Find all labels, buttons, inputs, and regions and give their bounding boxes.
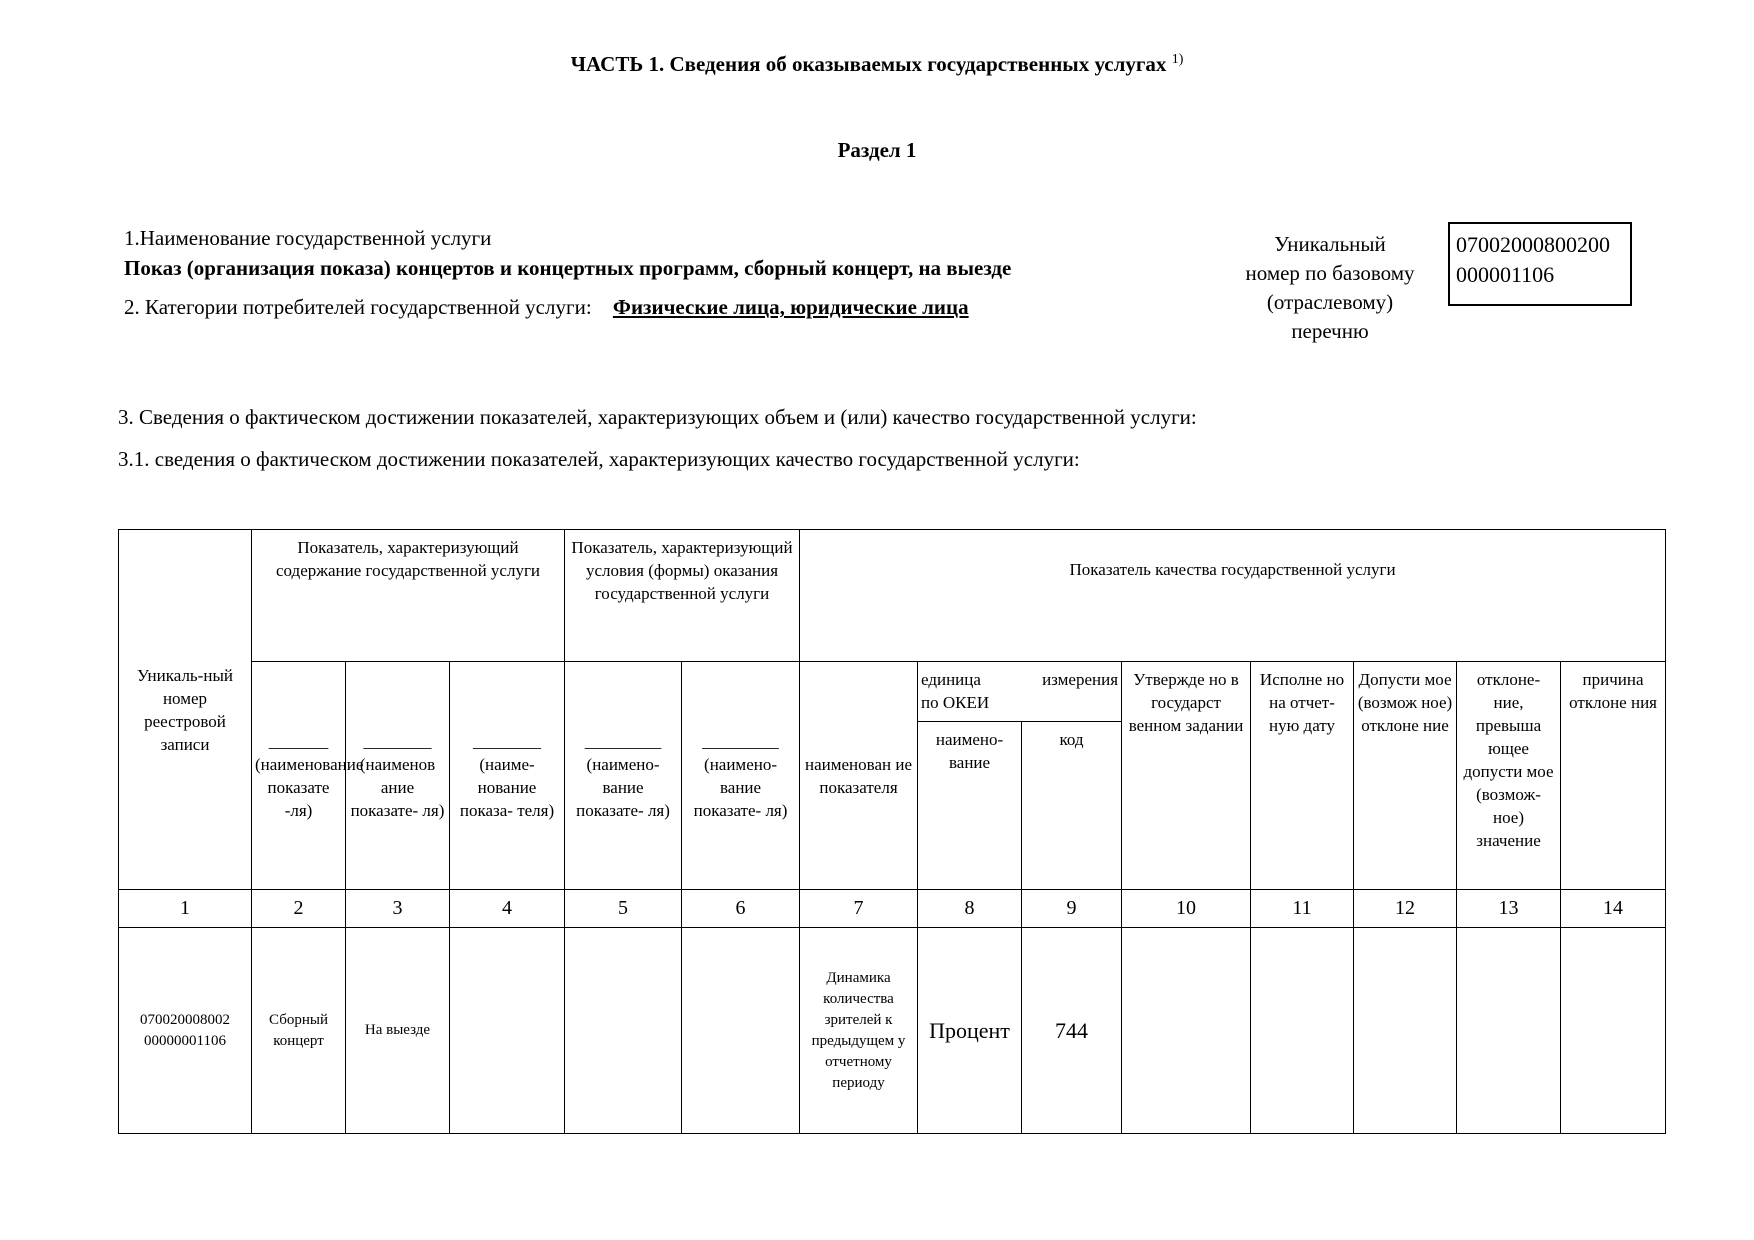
service-name-label: 1.Наименование государственной услуги: [124, 226, 492, 250]
regnum-label-line: перечню: [1291, 319, 1369, 343]
cell-unit-name: Процент: [918, 928, 1022, 1134]
regnum-label-line: номер по базовому: [1245, 261, 1415, 285]
column-number: 7: [800, 890, 918, 928]
cell-allowed-deviation: [1354, 928, 1457, 1134]
column-number: 3: [346, 890, 450, 928]
cell-indicator-name: Динамика количества зрителей к предыдущем у отчетному периоду: [800, 928, 918, 1134]
header-okei-word: по ОКЕИ: [921, 693, 990, 712]
column-number: 14: [1561, 890, 1666, 928]
header-col-12: Допусти мое (возмож ное) отклоне ние: [1354, 662, 1457, 890]
header-col-5: _________ (наимено- вание показате- ля): [565, 662, 682, 890]
category-value: Физические лица, юридические лица: [612, 295, 969, 319]
table-row: [119, 928, 1666, 1134]
column-number: 1: [119, 890, 252, 928]
column-number: 2: [252, 890, 346, 928]
category-label: 2. Категории потребителей государственной услуги:: [124, 295, 592, 319]
regnum-value-line: 000001106: [1456, 262, 1555, 287]
category-row: [124, 295, 969, 320]
column-number: 8: [918, 890, 1022, 928]
regnum-label: [1220, 230, 1440, 346]
cell-content-indicator: Сборный концерт: [252, 928, 346, 1134]
header-col-8: наимено- вание: [918, 722, 1022, 890]
column-number: 4: [450, 890, 565, 928]
cell-content-indicator-2: На выезде: [346, 928, 450, 1134]
column-number: 5: [565, 890, 682, 928]
cell-unit-code: 744: [1022, 928, 1122, 1134]
header-col-10: Утвержде но в государст венном задании: [1122, 662, 1251, 890]
info-line-3-1: 3.1. сведения о фактическом достижении показателей, характеризующих качество государственной услуги:: [118, 447, 1080, 471]
column-number: 9: [1022, 890, 1122, 928]
part-title: [0, 52, 1754, 77]
cell-col-4: [450, 928, 565, 1134]
cell-deviation-reason: [1561, 928, 1666, 1134]
part-title-text: ЧАСТЬ 1. Сведения об оказываемых государственных услугах: [570, 52, 1167, 76]
header-unique-number: Уникаль-ный номер реестровой записи: [119, 530, 252, 890]
regnum-label-line: Уникальный: [1274, 232, 1386, 256]
header-conditions-indicator: Показатель, характеризующий условия (формы) оказания государственной услуги: [565, 530, 800, 662]
section-title: Раздел 1: [837, 138, 917, 162]
quality-table: [118, 529, 1666, 1134]
header-col-13: отклоне- ние, превыша ющее допусти мое (возмож- ное) значение: [1457, 662, 1561, 890]
cell-col-5: [565, 928, 682, 1134]
header-col-9: код: [1022, 722, 1122, 890]
header-unit-okei: [918, 662, 1122, 722]
header-col-3: ________ (наименов ание показате- ля): [346, 662, 450, 890]
regnum-label-line: (отраслевому): [1266, 290, 1394, 314]
column-number: 11: [1251, 890, 1354, 928]
header-col-2: _______ (наименование показате -ля): [252, 662, 346, 890]
info-line-3: 3. Сведения о фактическом достижении показателей, характеризующих объем и (или) качество государственной услуги:: [118, 405, 1197, 429]
regnum-box: [1448, 222, 1632, 306]
header-quality-indicator: Показатель качества государственной услуги: [800, 530, 1666, 662]
column-number: 10: [1122, 890, 1251, 928]
cell-approved: [1122, 928, 1251, 1134]
service-name-value: Показ (организация показа) концертов и концертных программ, сборный концерт, на выезде: [124, 256, 1012, 280]
regnum-value-line: 07002000800200: [1456, 232, 1610, 257]
header-col-11: Исполне но на отчет- ную дату: [1251, 662, 1354, 890]
header-col-4: ________ (наиме- нование показа- теля): [450, 662, 565, 890]
column-number: 6: [682, 890, 800, 928]
header-col-14: причина отклоне ния: [1561, 662, 1666, 890]
header-col-6: _________ (наимено- вание показате- ля): [682, 662, 800, 890]
header-unit-word: единица: [921, 670, 981, 689]
cell-excess-deviation: [1457, 928, 1561, 1134]
cell-unique-number: 070020008002 00000001106: [119, 928, 252, 1134]
part-footnote: 1): [1171, 52, 1184, 67]
column-number: 12: [1354, 890, 1457, 928]
header-col-7: наименован ие показателя: [800, 662, 918, 890]
header-content-indicator: Показатель, характеризующий содержание государственной услуги: [252, 530, 565, 662]
header-measure-word: измерения: [1042, 670, 1119, 689]
column-number: 13: [1457, 890, 1561, 928]
cell-col-6: [682, 928, 800, 1134]
cell-executed: [1251, 928, 1354, 1134]
